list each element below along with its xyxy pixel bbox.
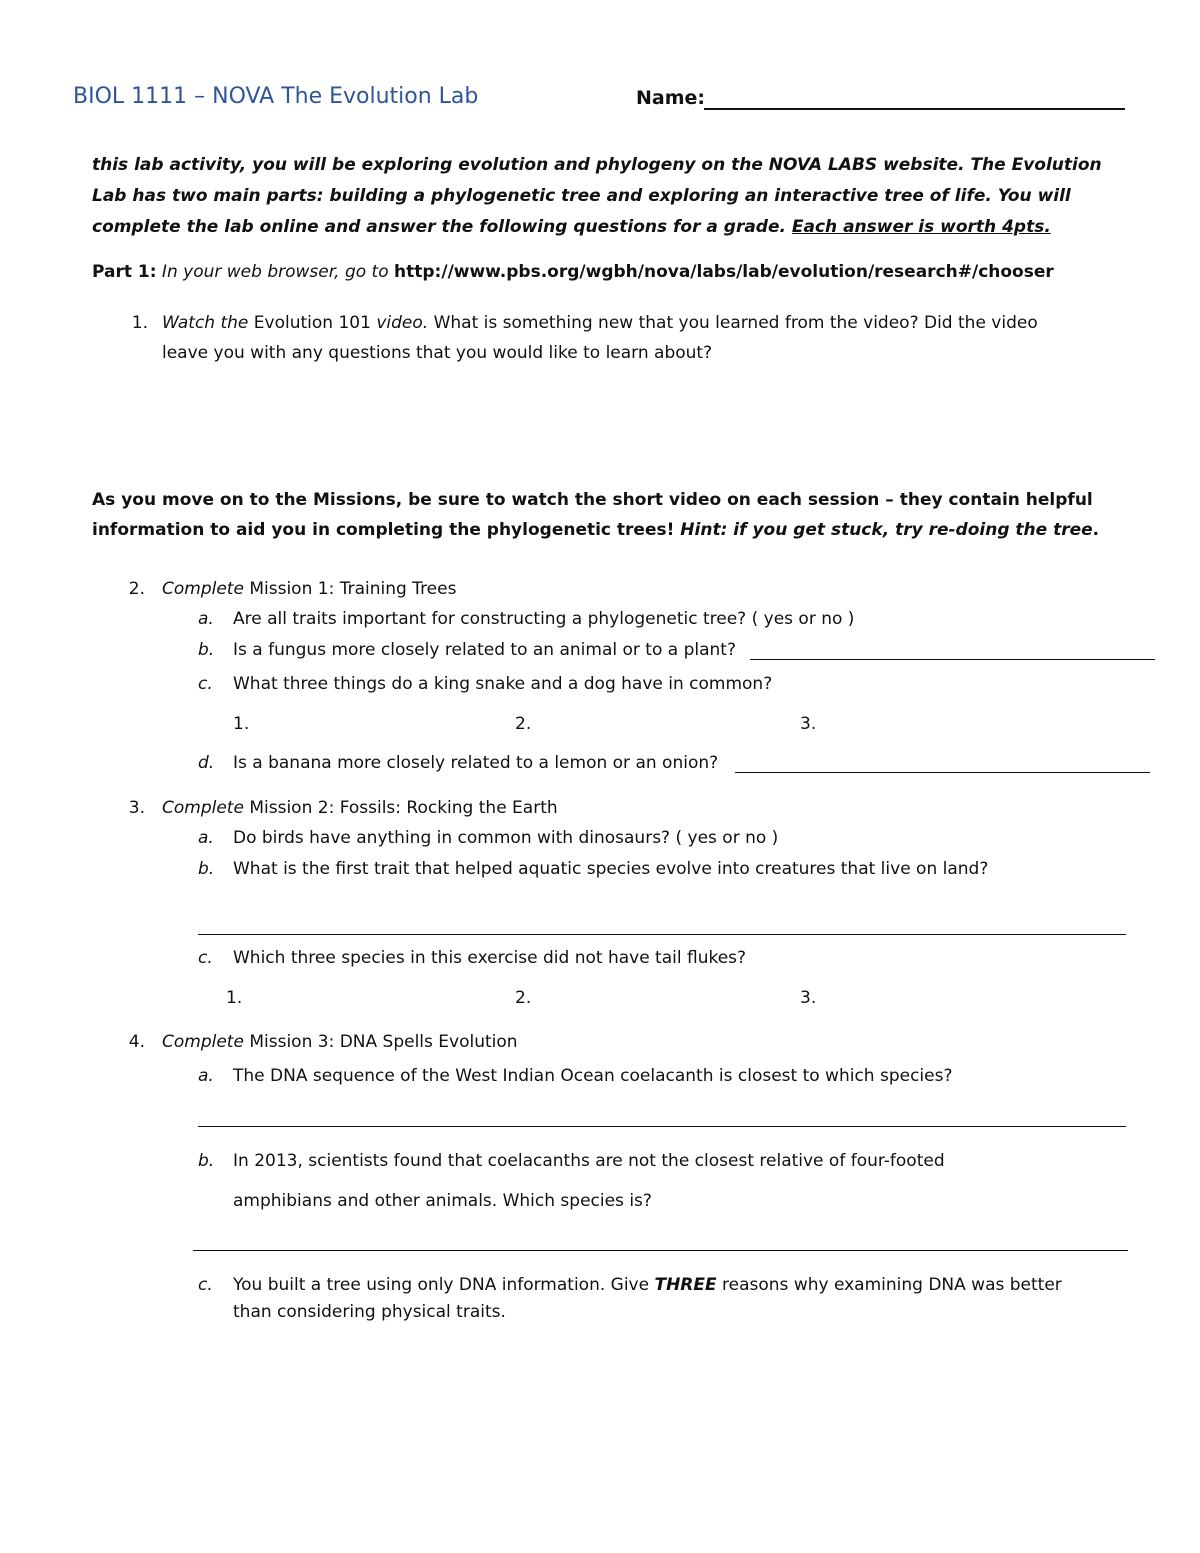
q3b-text: What is the first trait that helped aquatic species evolve into creatures that live on land? xyxy=(233,859,989,879)
q2d-answer-line[interactable] xyxy=(735,772,1150,773)
missions-note-text: information to aid you in completing the phylogenetic trees! xyxy=(92,520,681,540)
q3c-letter: c. xyxy=(198,948,213,968)
q3b-answer-line[interactable] xyxy=(198,934,1126,935)
part1-instruction xyxy=(92,262,1054,282)
q4-heading xyxy=(162,1032,518,1052)
q3c-answer-3[interactable]: 3. xyxy=(800,988,817,1008)
q2b-answer-line[interactable] xyxy=(750,659,1155,660)
q4c-letter: c. xyxy=(198,1275,213,1295)
q4-complete: Complete xyxy=(162,1032,244,1052)
q2d-text: Is a banana more closely related to a lemon or an onion? xyxy=(233,753,719,773)
q2c-answer-3[interactable]: 3. xyxy=(800,714,817,734)
q4c-emph: THREE xyxy=(654,1275,717,1295)
q2c-answer-2[interactable]: 2. xyxy=(515,714,532,734)
q3-number: 3. xyxy=(128,798,145,818)
q2-number: 2. xyxy=(128,579,145,599)
intro-paragraph xyxy=(92,150,1122,243)
q2c-answer-1[interactable]: 1. xyxy=(233,714,250,734)
q1-video: video. xyxy=(376,313,429,333)
name-label: Name: xyxy=(636,87,706,109)
q4-mission: Mission 3: DNA Spells Evolution xyxy=(243,1032,518,1052)
intro-text: this lab activity, you will be exploring evolution and phylogeny on the NOVA LABS website. The Evolution Lab has two main parts: building a phylogenetic tree and exploring an interactive tree of life. You will complete the lab online and answer the following questions for a grade. xyxy=(92,155,1102,237)
part1-url[interactable]: http://www.pbs.org/wgbh/nova/labs/lab/evolution/research#/chooser xyxy=(394,262,1054,282)
q2-mission: Mission 1: Training Trees xyxy=(243,579,457,599)
q4-number: 4. xyxy=(128,1032,145,1052)
missions-hint: Hint: if you get stuck, try re-doing the tree xyxy=(680,520,1093,540)
q1-line2: leave you with any questions that you would like to learn about? xyxy=(162,343,713,363)
intro-worth: Each answer is worth 4pts. xyxy=(791,217,1051,237)
q2a-letter: a. xyxy=(198,609,214,629)
q2a-text: Are all traits important for constructing a phylogenetic tree? ( yes or no ) xyxy=(233,609,855,629)
q1-video-name: Evolution 101 xyxy=(248,313,377,333)
q4a-text: The DNA sequence of the West Indian Ocean coelacanth is closest to which species? xyxy=(233,1066,953,1086)
part1-instruction-text: In your web browser, go to xyxy=(156,262,395,282)
q4a-letter: a. xyxy=(198,1066,214,1086)
q4b-line1: In 2013, scientists found that coelacanths are not the closest relative of four-footed xyxy=(233,1151,945,1171)
q4c-line2: than considering physical traits. xyxy=(233,1302,506,1322)
q2c-letter: c. xyxy=(198,674,213,694)
missions-note-line1: As you move on to the Missions, be sure to watch the short video on each session – they contain helpful xyxy=(92,490,1093,510)
missions-period: . xyxy=(1092,520,1100,540)
q4a-answer-line[interactable] xyxy=(198,1126,1126,1127)
q3a-text: Do birds have anything in common with dinosaurs? ( yes or no ) xyxy=(233,828,779,848)
document-title: BIOL 1111 – NOVA The Evolution Lab xyxy=(73,84,479,109)
q1-number: 1. xyxy=(131,313,148,333)
q3c-answer-1[interactable]: 1. xyxy=(226,988,243,1008)
q4c-text-rest: reasons why examining DNA was better xyxy=(716,1275,1062,1295)
q4b-letter: b. xyxy=(198,1151,215,1171)
q4b-answer-line[interactable] xyxy=(193,1250,1128,1251)
q2d-letter: d. xyxy=(198,753,215,773)
q3-mission: Mission 2: Fossils: Rocking the Earth xyxy=(243,798,558,818)
q3c-answer-2[interactable]: 2. xyxy=(515,988,532,1008)
q2-heading xyxy=(162,579,456,599)
q2b-text: Is a fungus more closely related to an animal or to a plant? xyxy=(233,640,736,660)
q2c-text: What three things do a king snake and a dog have in common? xyxy=(233,674,773,694)
q1-line1 xyxy=(162,313,1038,333)
q3-heading xyxy=(162,798,558,818)
q3a-letter: a. xyxy=(198,828,214,848)
missions-note-line2 xyxy=(92,520,1099,540)
q3c-text: Which three species in this exercise did not have tail flukes? xyxy=(233,948,747,968)
q3-complete: Complete xyxy=(162,798,244,818)
name-answer-line[interactable] xyxy=(704,108,1125,110)
q2b-letter: b. xyxy=(198,640,215,660)
part1-label: Part 1: xyxy=(92,262,157,282)
q4b-line2: amphibians and other animals. Which species is? xyxy=(233,1191,652,1211)
q1-watch: Watch the xyxy=(162,313,249,333)
q3b-letter: b. xyxy=(198,859,215,879)
q1-line1-rest: What is something new that you learned from the video? Did the video xyxy=(428,313,1038,333)
q4c-text-start: You built a tree using only DNA information. Give xyxy=(233,1275,655,1295)
q4c-line1 xyxy=(233,1275,1062,1295)
q2-complete: Complete xyxy=(162,579,244,599)
